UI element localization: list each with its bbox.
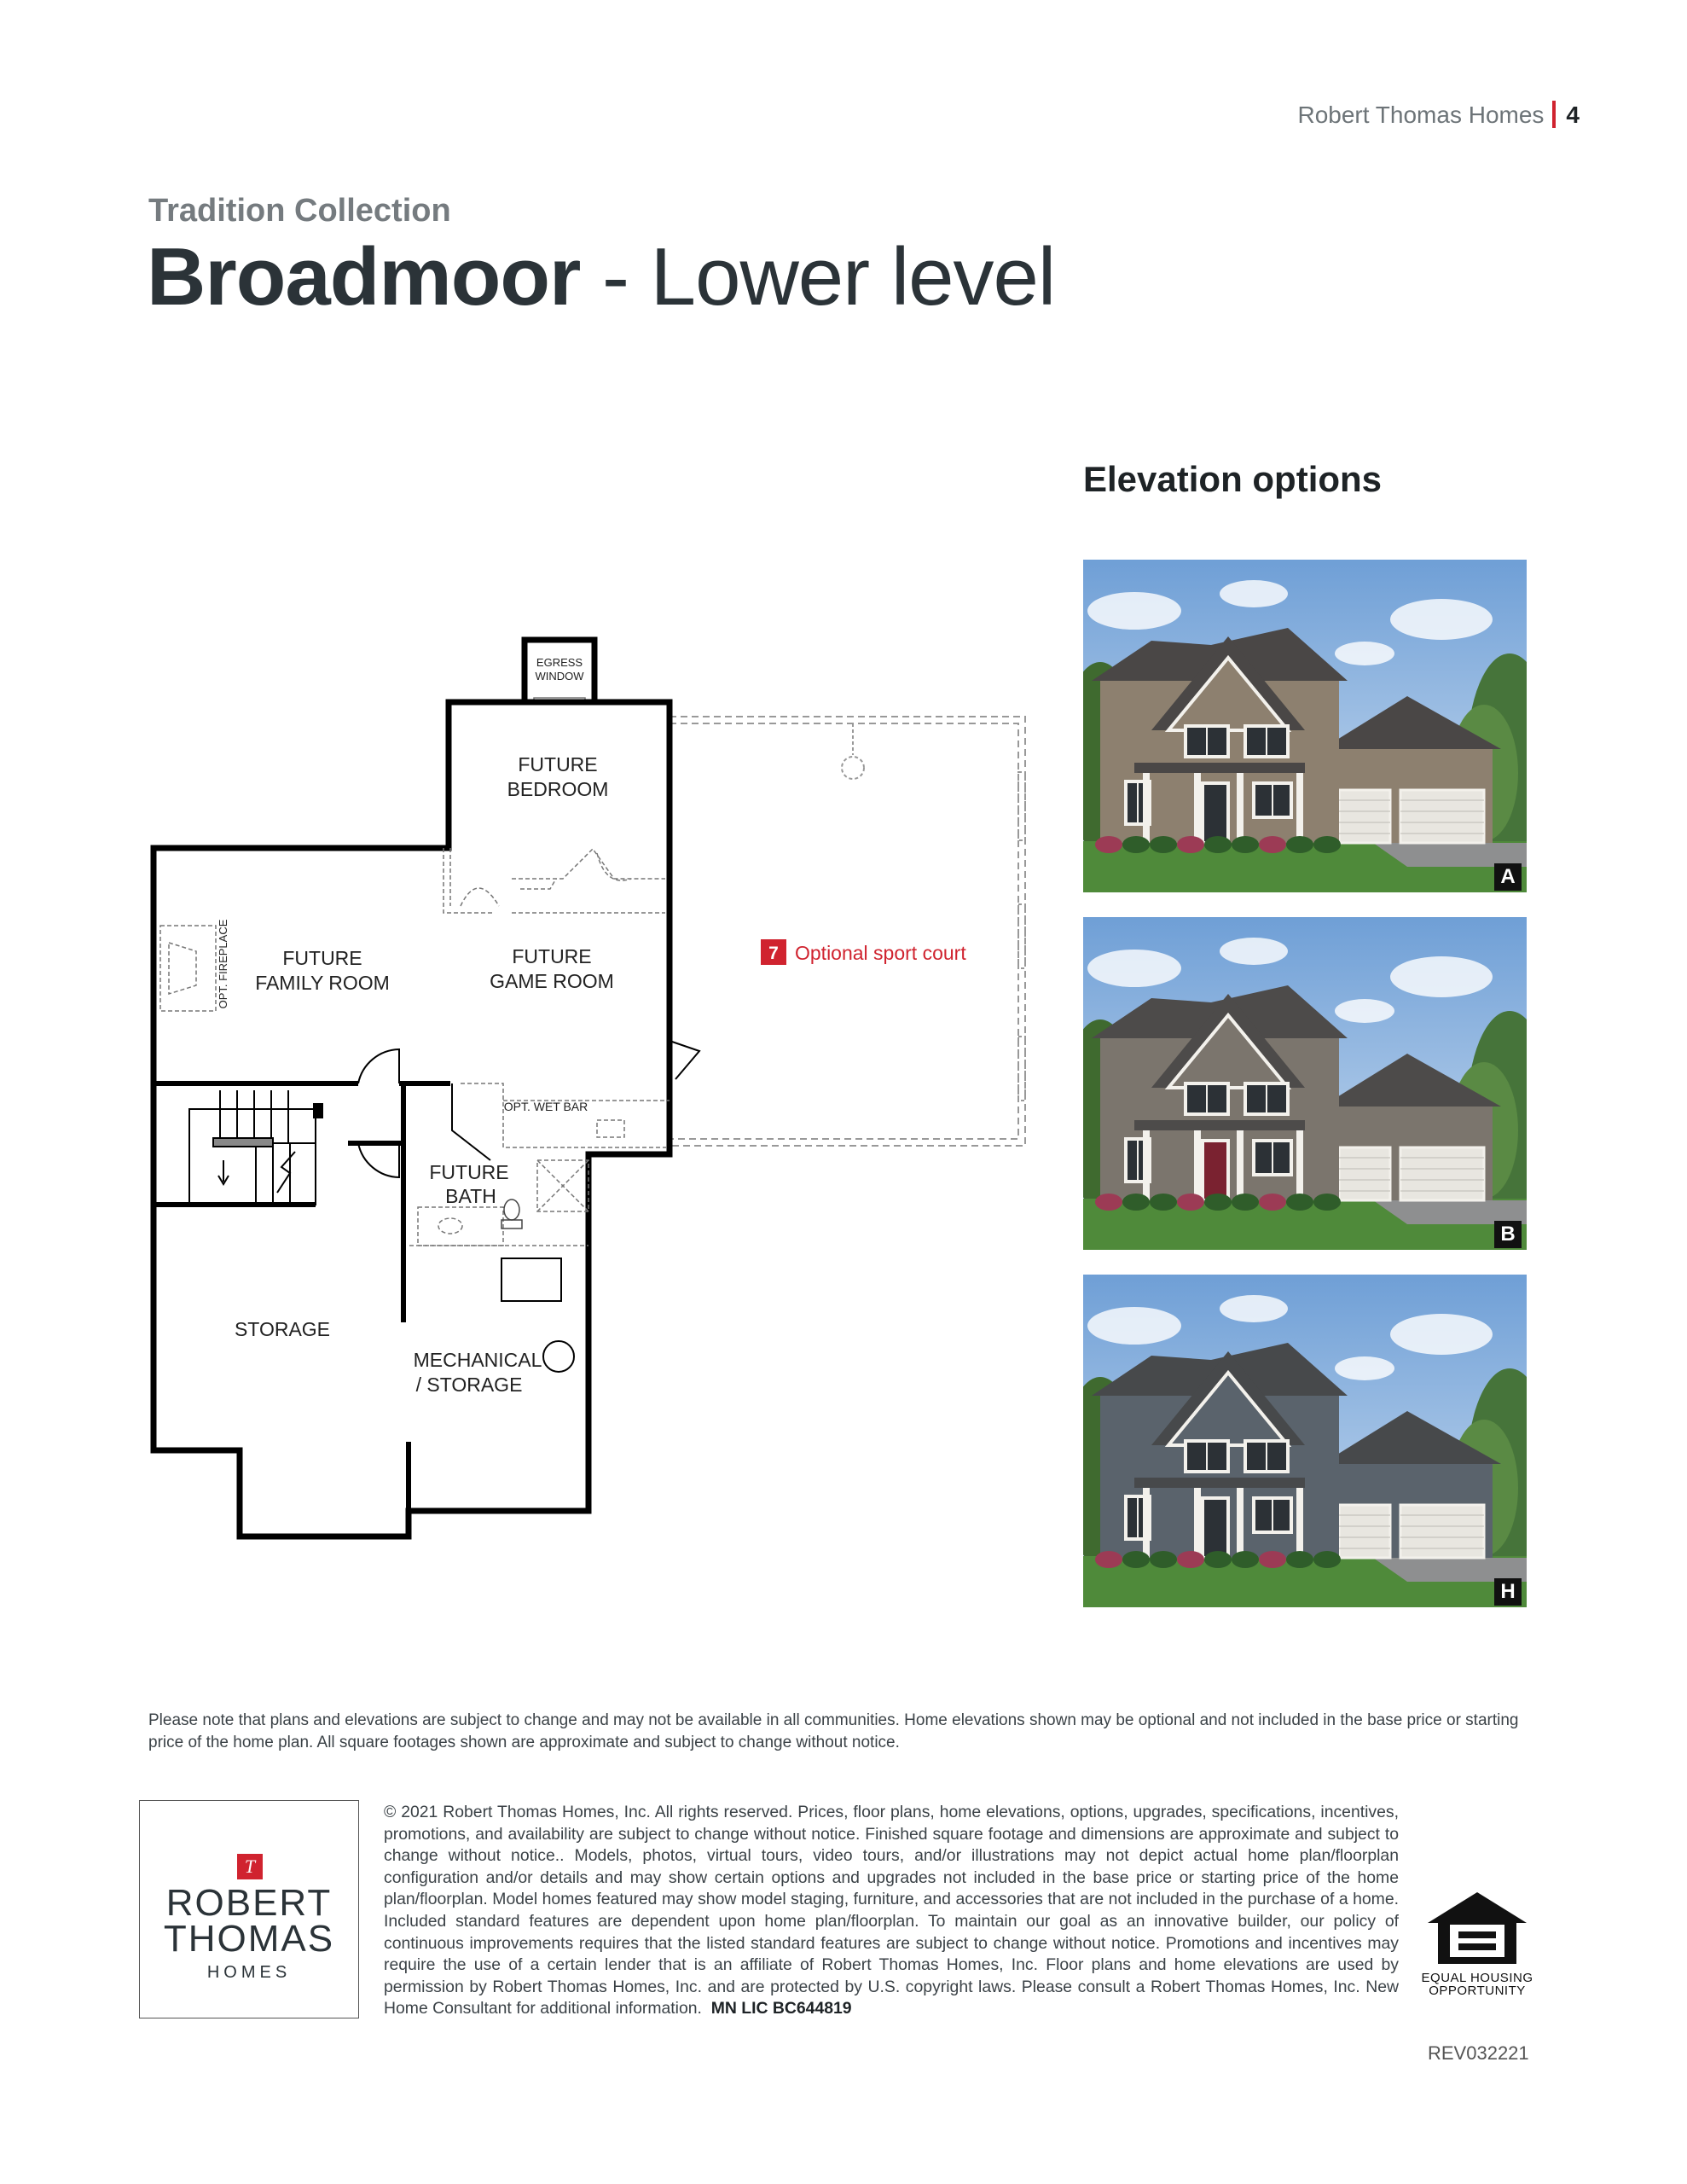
staircase [189, 1090, 322, 1205]
page-header-brand [1297, 101, 1580, 129]
house-rendering [1083, 1275, 1527, 1607]
plan-name: Broadmoor [147, 231, 581, 322]
equal-housing-icon [1424, 1889, 1530, 1967]
house-rendering [1083, 560, 1527, 892]
elevation-image-a[interactable] [1083, 560, 1527, 892]
game-room-label-2: GAME ROOM [490, 970, 614, 992]
eho-line-1: EQUAL HOUSING [1421, 1971, 1533, 1985]
sport-court-option[interactable] [761, 939, 966, 965]
elevation-options-heading: Elevation options [1083, 459, 1383, 499]
elevation-image-b[interactable] [1083, 917, 1527, 1250]
collection-name: Tradition Collection [148, 193, 451, 229]
bedroom-closets [443, 848, 665, 913]
equal-housing-logo [1419, 1889, 1535, 1997]
logo-line-1: ROBERT [165, 1882, 333, 1924]
option-label: Optional sport court [795, 942, 966, 964]
optional-fireplace [160, 926, 216, 1011]
legal-text [384, 1802, 1399, 2020]
exterior-walls [154, 702, 670, 1536]
house-rendering [1083, 917, 1527, 1250]
egress-label-1: EGRESS [536, 656, 583, 669]
page-number: 4 [1566, 102, 1580, 128]
game-room-label-1: FUTURE [512, 945, 592, 967]
sport-court-side-marks [1018, 772, 1025, 1101]
storage-label: STORAGE [234, 1318, 331, 1340]
logo-monogram-mark [237, 1854, 263, 1879]
revision-code: REV032221 [1428, 2042, 1529, 2064]
plans-disclaimer: Please note that plans and elevations are subject to change and may not be available in all communities. Home elevations shown may be optional and not included in the base price or starting price of the home plan. All square footages shown are approximate and subject to change without notice. [148, 1711, 1519, 1751]
elevation-badge-b: B [1494, 1221, 1522, 1248]
toilet-icon [501, 1199, 522, 1228]
mechanical-label-2: / STORAGE [415, 1374, 523, 1396]
header-divider [1552, 101, 1556, 128]
family-room-label-2: FAMILY ROOM [255, 972, 390, 994]
sport-court-hoop [842, 723, 864, 779]
company-logo [139, 1800, 359, 2018]
elevation-badge-a: A [1494, 863, 1522, 891]
family-room-label-1: FUTURE [282, 947, 362, 969]
logo-line-3: HOMES [206, 1963, 292, 1982]
option-number: 7 [768, 944, 779, 963]
license-number: MN LIC BC644819 [710, 1999, 852, 2018]
legal-body: © 2021 Robert Thomas Homes, Inc. All rights reserved. Prices, floor plans, home elevations, options, upgrades, specifications, incentives, promotions, and availability are subject to change without notice. Finished square footage and dimensions are approximate and subject to change without notice.. Models, photos, virtual tours, video tours, and/or illustrations may not depict actual home plan/floorplan configuration and/or details and may show certain options and upgrades not included in the base price or starting price of the home plan/floorplan. Model homes featured may show model staging, furniture, and accessories that are not included in the purchase of a home. Included standard features are dependent upon home plan/floorplan. To maintain our goal as an innovative builder, our policy of continuous improvements requires that the listed standard features are subject to change without notice. Promotions and incentives may require the use of a certain lender that is an affiliate of Robert Thomas Homes, Inc. Floor plans and home elevations are used by permission by Robert Thomas Homes, Inc. and are protected by U.S. copyright laws. Please consult a Robert Thomas Homes, Inc. New Home Consultant for additional information. [384, 1803, 1399, 2018]
bedroom-label-2: BEDROOM [507, 778, 609, 800]
elevation-badge-h: H [1494, 1578, 1522, 1606]
elevation-image-h[interactable] [1083, 1275, 1527, 1607]
brand-name: Robert Thomas Homes [1297, 102, 1545, 128]
eho-line-2: OPPORTUNITY [1429, 1984, 1526, 1998]
mechanical-label-1: MECHANICAL [413, 1349, 542, 1371]
sport-court-outline [670, 717, 1025, 1146]
logo-line-2: THOMAS [163, 1918, 335, 1960]
fireplace-label: OPT. FIREPLACE [217, 919, 229, 1009]
egress-label-2: WINDOW [535, 670, 584, 682]
bath-label-1: FUTURE [429, 1161, 509, 1183]
logo-monogram: T [244, 1856, 256, 1877]
level-name: - Lower level [580, 231, 1056, 322]
interior-walls [154, 1083, 450, 1511]
page-title [147, 230, 1055, 324]
wet-bar-label: OPT. WET BAR [503, 1100, 588, 1113]
bedroom-label-1: FUTURE [518, 753, 598, 775]
bath-label-2: BATH [445, 1185, 496, 1207]
lower-level-floorplan [145, 631, 1049, 1544]
